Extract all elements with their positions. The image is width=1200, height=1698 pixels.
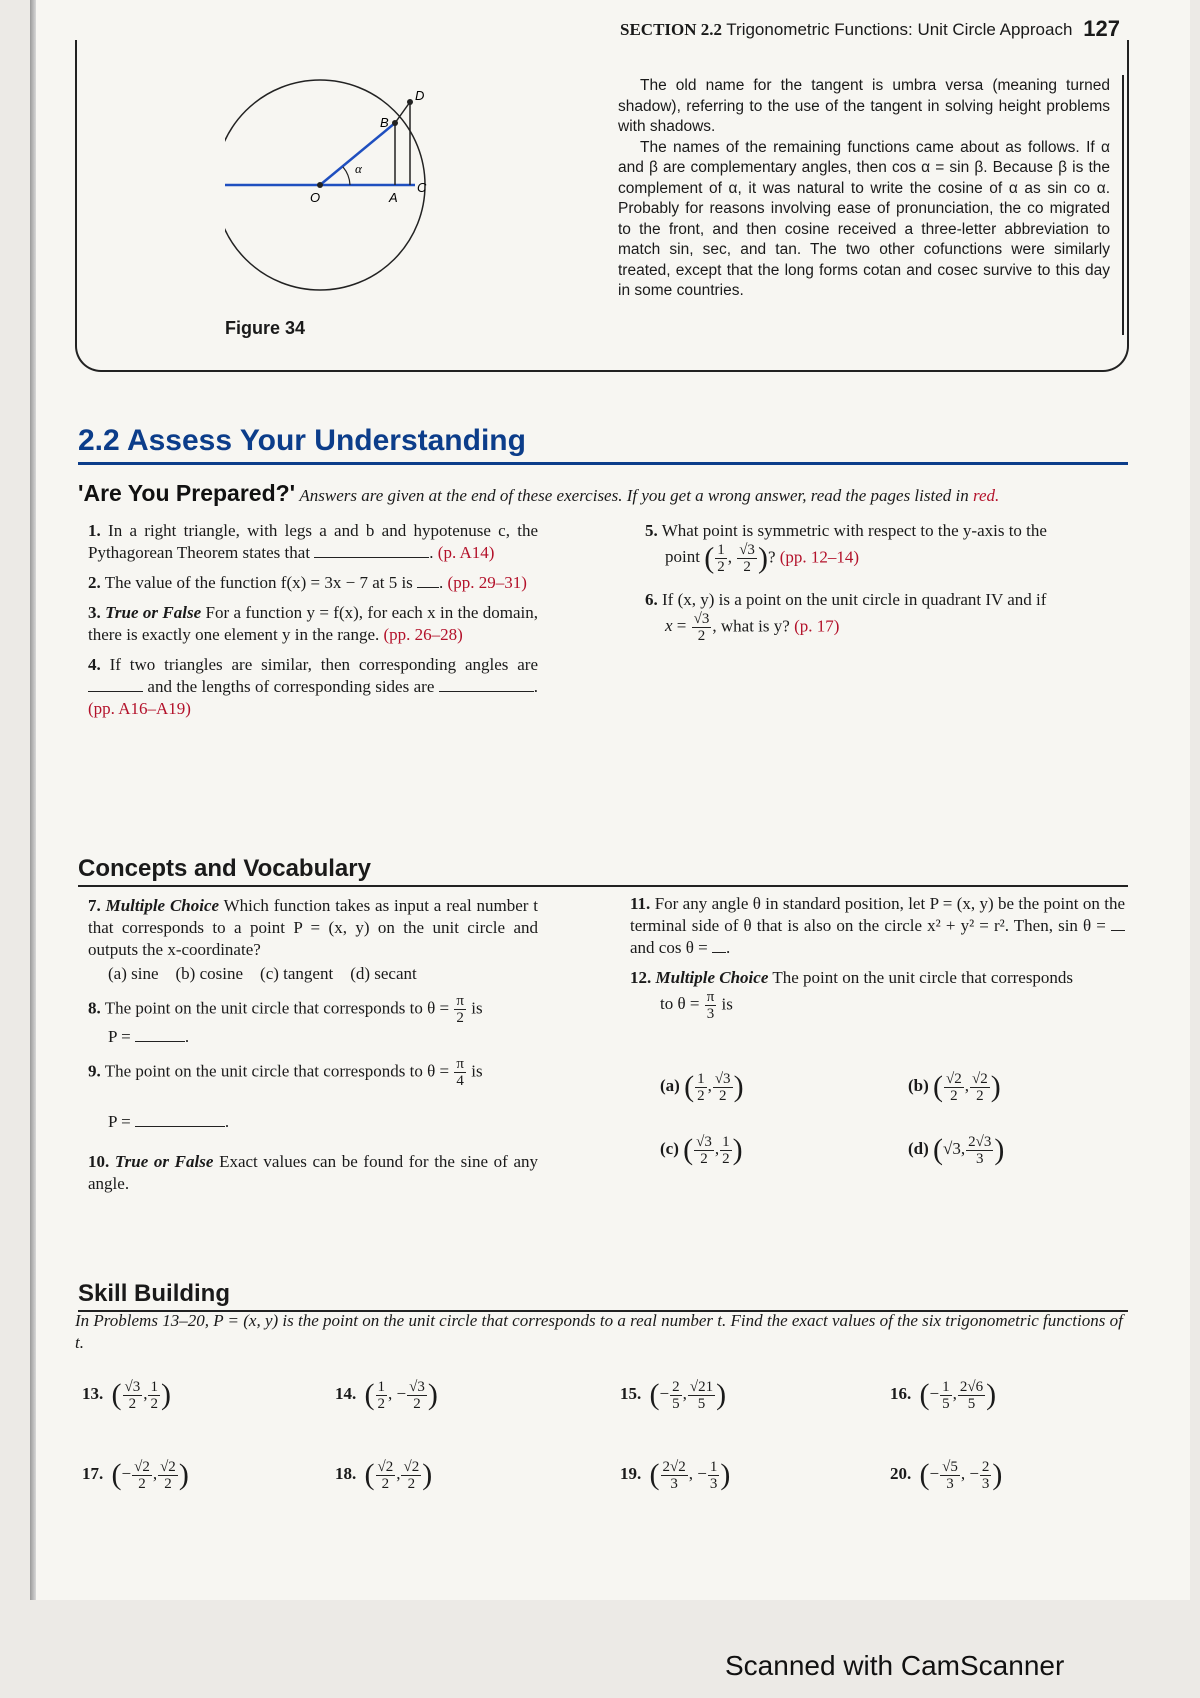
problem-14: 14. ( $\frac{1}{2}$ , − $\frac{√3}{2}$ ) (335, 1378, 438, 1412)
q2-blank (417, 587, 439, 588)
figure-caption: Figure 34 (225, 318, 306, 338)
question-6: 6. If (x, y) is a point on the unit circle in quadrant IV and if x = $\frac{√3}{2}$ , what is y? (p. 17) (645, 590, 1047, 644)
q7-option-d: (d) secant (350, 964, 417, 983)
question-9: 9. The point on the unit circle that corresponds to θ = $\frac{\pi}{4}$ is P = . (88, 1056, 483, 1131)
problem-18-label: 18. (335, 1463, 357, 1483)
question-10 (88, 1151, 538, 1195)
label-d: D (415, 88, 425, 103)
header-section: SECTION 2.2 (620, 20, 723, 39)
q12-choice-a: (a) ( $\frac{1}{2}$ , $\frac{√3}{2}$ ) (660, 1070, 744, 1104)
origin-point (317, 182, 323, 188)
q9-is: is (471, 1061, 483, 1081)
angle-arc (343, 167, 350, 185)
q7-multiple-choice: Multiple Choice (105, 896, 220, 915)
q11-text: For any angle θ in standard position, let P = (x, y) be the point on the terminal side of θ that is also on the circle x² + y² = r². Then, sin θ = (630, 894, 1125, 935)
q6-text-b: , what is y? (712, 616, 790, 636)
q10-number: 10. (88, 1152, 110, 1171)
skill-instructions: In Problems 13–20, P = (x, y) is the point on the unit circle that corresponds to a real number t. Find the exact values of the six trigonometric functions of t. (75, 1311, 1123, 1352)
problem-20: 20. (− $\frac{√5}{3}$ , − $\frac{2}{3}$ ) (890, 1458, 1003, 1492)
q8-text: The point on the unit circle that corresponds to θ = (104, 998, 450, 1018)
problem-14-label: 14. (335, 1383, 357, 1403)
prepared-right-column (645, 520, 1123, 652)
q8-number: 8. (88, 998, 101, 1018)
q12-choice-b-label: (b) (908, 1075, 929, 1095)
question-3 (88, 602, 538, 646)
q7-option-b: (b) cosine (175, 964, 244, 983)
question-4: 4. If two triangles are similar, then corresponding angles are and the lengths of corresponding sides are . (pp. A16–A19) (88, 655, 539, 718)
label-c: C (417, 180, 427, 195)
problem-13-label: 13. (82, 1383, 104, 1403)
q6-number: 6. (645, 590, 658, 609)
point-d (407, 99, 413, 105)
question-8: 8. The point on the unit circle that corresponds to θ = $\frac{\pi}{2}$ is P = . (88, 993, 483, 1046)
q5-number: 5. (645, 521, 658, 540)
box-right-border (1122, 75, 1124, 335)
q1-ref: (p. A14) (437, 543, 495, 562)
q3-true-false: True or False (105, 603, 202, 622)
q12-choice-d-label: (d) (908, 1138, 929, 1158)
q2-ref: (pp. 29–31) (447, 573, 527, 592)
q1-number: 1. (88, 521, 101, 540)
book-spine-shadow (30, 0, 36, 1600)
problem-17-label: 17. (82, 1463, 104, 1483)
concepts-left-column (88, 895, 538, 1203)
q1-text: In a right triangle, with legs a and b and hypotenuse c, the Pythagorean Theorem states that (88, 521, 538, 562)
question-5: 5. What point is symmetric with respect to the y-axis to the point ( $\frac{1}{2}$ , $\frac{√3}{2}$ )? (pp. 12–14) (645, 521, 1047, 575)
q11-number: 11. (630, 894, 651, 913)
label-o: O (310, 190, 321, 205)
q12-choice-c: (c) ( $\frac{√3}{2}$ , $\frac{1}{2}$ ) (660, 1133, 743, 1167)
q6-text: If (x, y) is a point on the unit circle in quadrant IV and if (662, 590, 1047, 609)
prepared-note-red: red. (973, 486, 1000, 505)
q7-option-c: (c) tangent (260, 964, 334, 983)
skill-building-heading: Skill Building (78, 1280, 1128, 1312)
problem-15-label: 15. (620, 1383, 642, 1403)
q4-ref: (pp. A16–A19) (88, 699, 191, 718)
q4-blank-1 (88, 691, 143, 692)
q9-number: 9. (88, 1061, 101, 1081)
question-12: 12. Multiple Choice The point on the unit circle that corresponds to θ = $\frac{\pi}{3}$ is (630, 968, 1074, 1022)
q6-ref: (p. 17) (794, 616, 840, 636)
problem-19: 19. ( $\frac{2√2}{3}$ , − $\frac{1}{3}$ ) (620, 1458, 731, 1492)
q4-text-b: and the lengths of corresponding sides are (147, 677, 435, 696)
q3-text: For a function y = f(x), for each x in the domain, there is exactly one element y in the range. (88, 603, 539, 644)
q7-option-a: (a) sine (108, 964, 159, 983)
problem-17: 17. (− $\frac{√2}{2}$ , $\frac{√2}{2}$ ) (82, 1458, 189, 1492)
q10-true-false: True or False (114, 1152, 214, 1171)
history-paragraph-2: The names of the remaining functions came about as follows. If α and β are complementary angles, then cos α = sin β. Because β is the complement of α, it was natural to write the cosine of α as sin co α. Probably for reasons involving ease of pronunciation, the co migrated to the front, and then cosine received a three-letter abbreviation to match sin, sec, and tan. The two other cofunctions were similarly treated, except that the long forms cotan and cosec survive to this day in some countries. (618, 138, 1110, 299)
q5-point-word: point (665, 547, 700, 567)
prepared-title: 'Are You Prepared?' (78, 480, 296, 506)
label-alpha: α (355, 161, 362, 176)
problem-19-label: 19. (620, 1463, 642, 1483)
q12-choice-d: (d) (√3, $\frac{2√3}{3}$ ) (908, 1133, 1005, 1167)
q4-blank-2 (439, 691, 534, 692)
q12-is: is (721, 994, 733, 1014)
q8-blank (135, 1041, 185, 1042)
problem-18: 18. ( $\frac{√2}{2}$ , $\frac{√2}{2}$ ) (335, 1458, 433, 1492)
q4-number: 4. (88, 655, 101, 674)
are-you-prepared-heading (78, 480, 1128, 507)
q3-ref: (pp. 26–28) (383, 625, 463, 644)
q11-text-mid: and cos θ = (630, 938, 708, 957)
q12-number: 12. (630, 968, 652, 987)
q9-p: P = (108, 1112, 131, 1131)
q12-choice-a-label: (a) (660, 1075, 680, 1095)
history-paragraph-1: The old name for the tangent is umbra versa (meaning turned shadow), referring to the use of the tangent in solving height problems with shadows. (618, 77, 1110, 135)
concepts-heading: Concepts and Vocabulary (78, 855, 1128, 887)
label-a: A (389, 190, 398, 205)
camscanner-watermark: Scanned with CamScanner (725, 1650, 1065, 1681)
unit-circle-figure (225, 75, 485, 345)
prepared-left-column (88, 520, 538, 728)
q12-multiple-choice: Multiple Choice (655, 968, 769, 987)
q7-text: Which function takes as input a real number t that corresponds to a point P = (x, y) on the unit circle and outputs the x-coordinate? (88, 896, 539, 959)
history-text (618, 76, 1110, 302)
q12-choice-c-label: (c) (660, 1138, 679, 1158)
q12-choice-b: (b) ( $\frac{√2}{2}$ , $\frac{√2}{2}$ ) (908, 1070, 1001, 1104)
question-11: 11. For any angle θ in standard position, let P = (x, y) be the point on the terminal side of θ that is also on the circle x² + y² = r². Then, sin θ = and cos θ = . (630, 894, 1125, 957)
section-number: 2.2 (78, 424, 120, 457)
problem-13: 13. ( $\frac{√3}{2}$ , $\frac{1}{2}$ ) (82, 1378, 171, 1412)
q11-blank-1 (1111, 930, 1125, 931)
prepared-note: Answers are given at the end of these exercises. If you get a wrong answer, read the pages listed in (299, 486, 969, 505)
question-7 (88, 895, 538, 985)
q3-number: 3. (88, 603, 101, 622)
q4-text-a: If two triangles are similar, then corresponding angles are (109, 655, 538, 674)
q5-text: What point is symmetric with respect to the y-axis to the (661, 521, 1047, 540)
q11-blank-2 (712, 952, 726, 953)
q5-ref: (pp. 12–14) (779, 547, 860, 567)
section-title (78, 424, 1128, 465)
q2-number: 2. (88, 573, 101, 592)
q9-blank (135, 1126, 225, 1127)
point-b (392, 120, 398, 126)
q8-is: is (471, 998, 483, 1018)
problem-16: 16. (− $\frac{1}{5}$ , $\frac{2√6}{5}$ ) (890, 1378, 997, 1412)
question-2: 2. The value of the function f(x) = 3x − 7 at 5 is . (pp. 29–31) (88, 573, 527, 592)
problem-15: 15. (− $\frac{2}{5}$ , $\frac{√21}{5}$ ) (620, 1378, 727, 1412)
concepts-right-column (630, 893, 1125, 1030)
q7-number: 7. (88, 896, 101, 915)
q2-text: The value of the function f(x) = 3x − 7 at 5 is (104, 573, 413, 592)
q12-text-b: to θ = (660, 994, 700, 1014)
question-1: 1. In a right triangle, with legs a and b and hypotenuse c, the Pythagorean Theorem states that . (p. A14) (88, 521, 538, 562)
problem-20-label: 20. (890, 1463, 912, 1483)
q12-text: The point on the unit circle that corresponds (772, 968, 1074, 987)
problem-16-label: 16. (890, 1383, 912, 1403)
label-b: B (380, 115, 389, 130)
section-title-text: Assess Your Understanding (126, 424, 526, 457)
q1-blank (314, 557, 429, 558)
q10-text: Exact values can be found for the sine of any angle. (88, 1152, 539, 1193)
q9-text: The point on the unit circle that corresponds to θ = (104, 1061, 450, 1081)
q8-p: P = (108, 1027, 131, 1046)
header-title: Trigonometric Functions: Unit Circle Approach (726, 20, 1073, 39)
page-number: 127 (1083, 16, 1120, 41)
